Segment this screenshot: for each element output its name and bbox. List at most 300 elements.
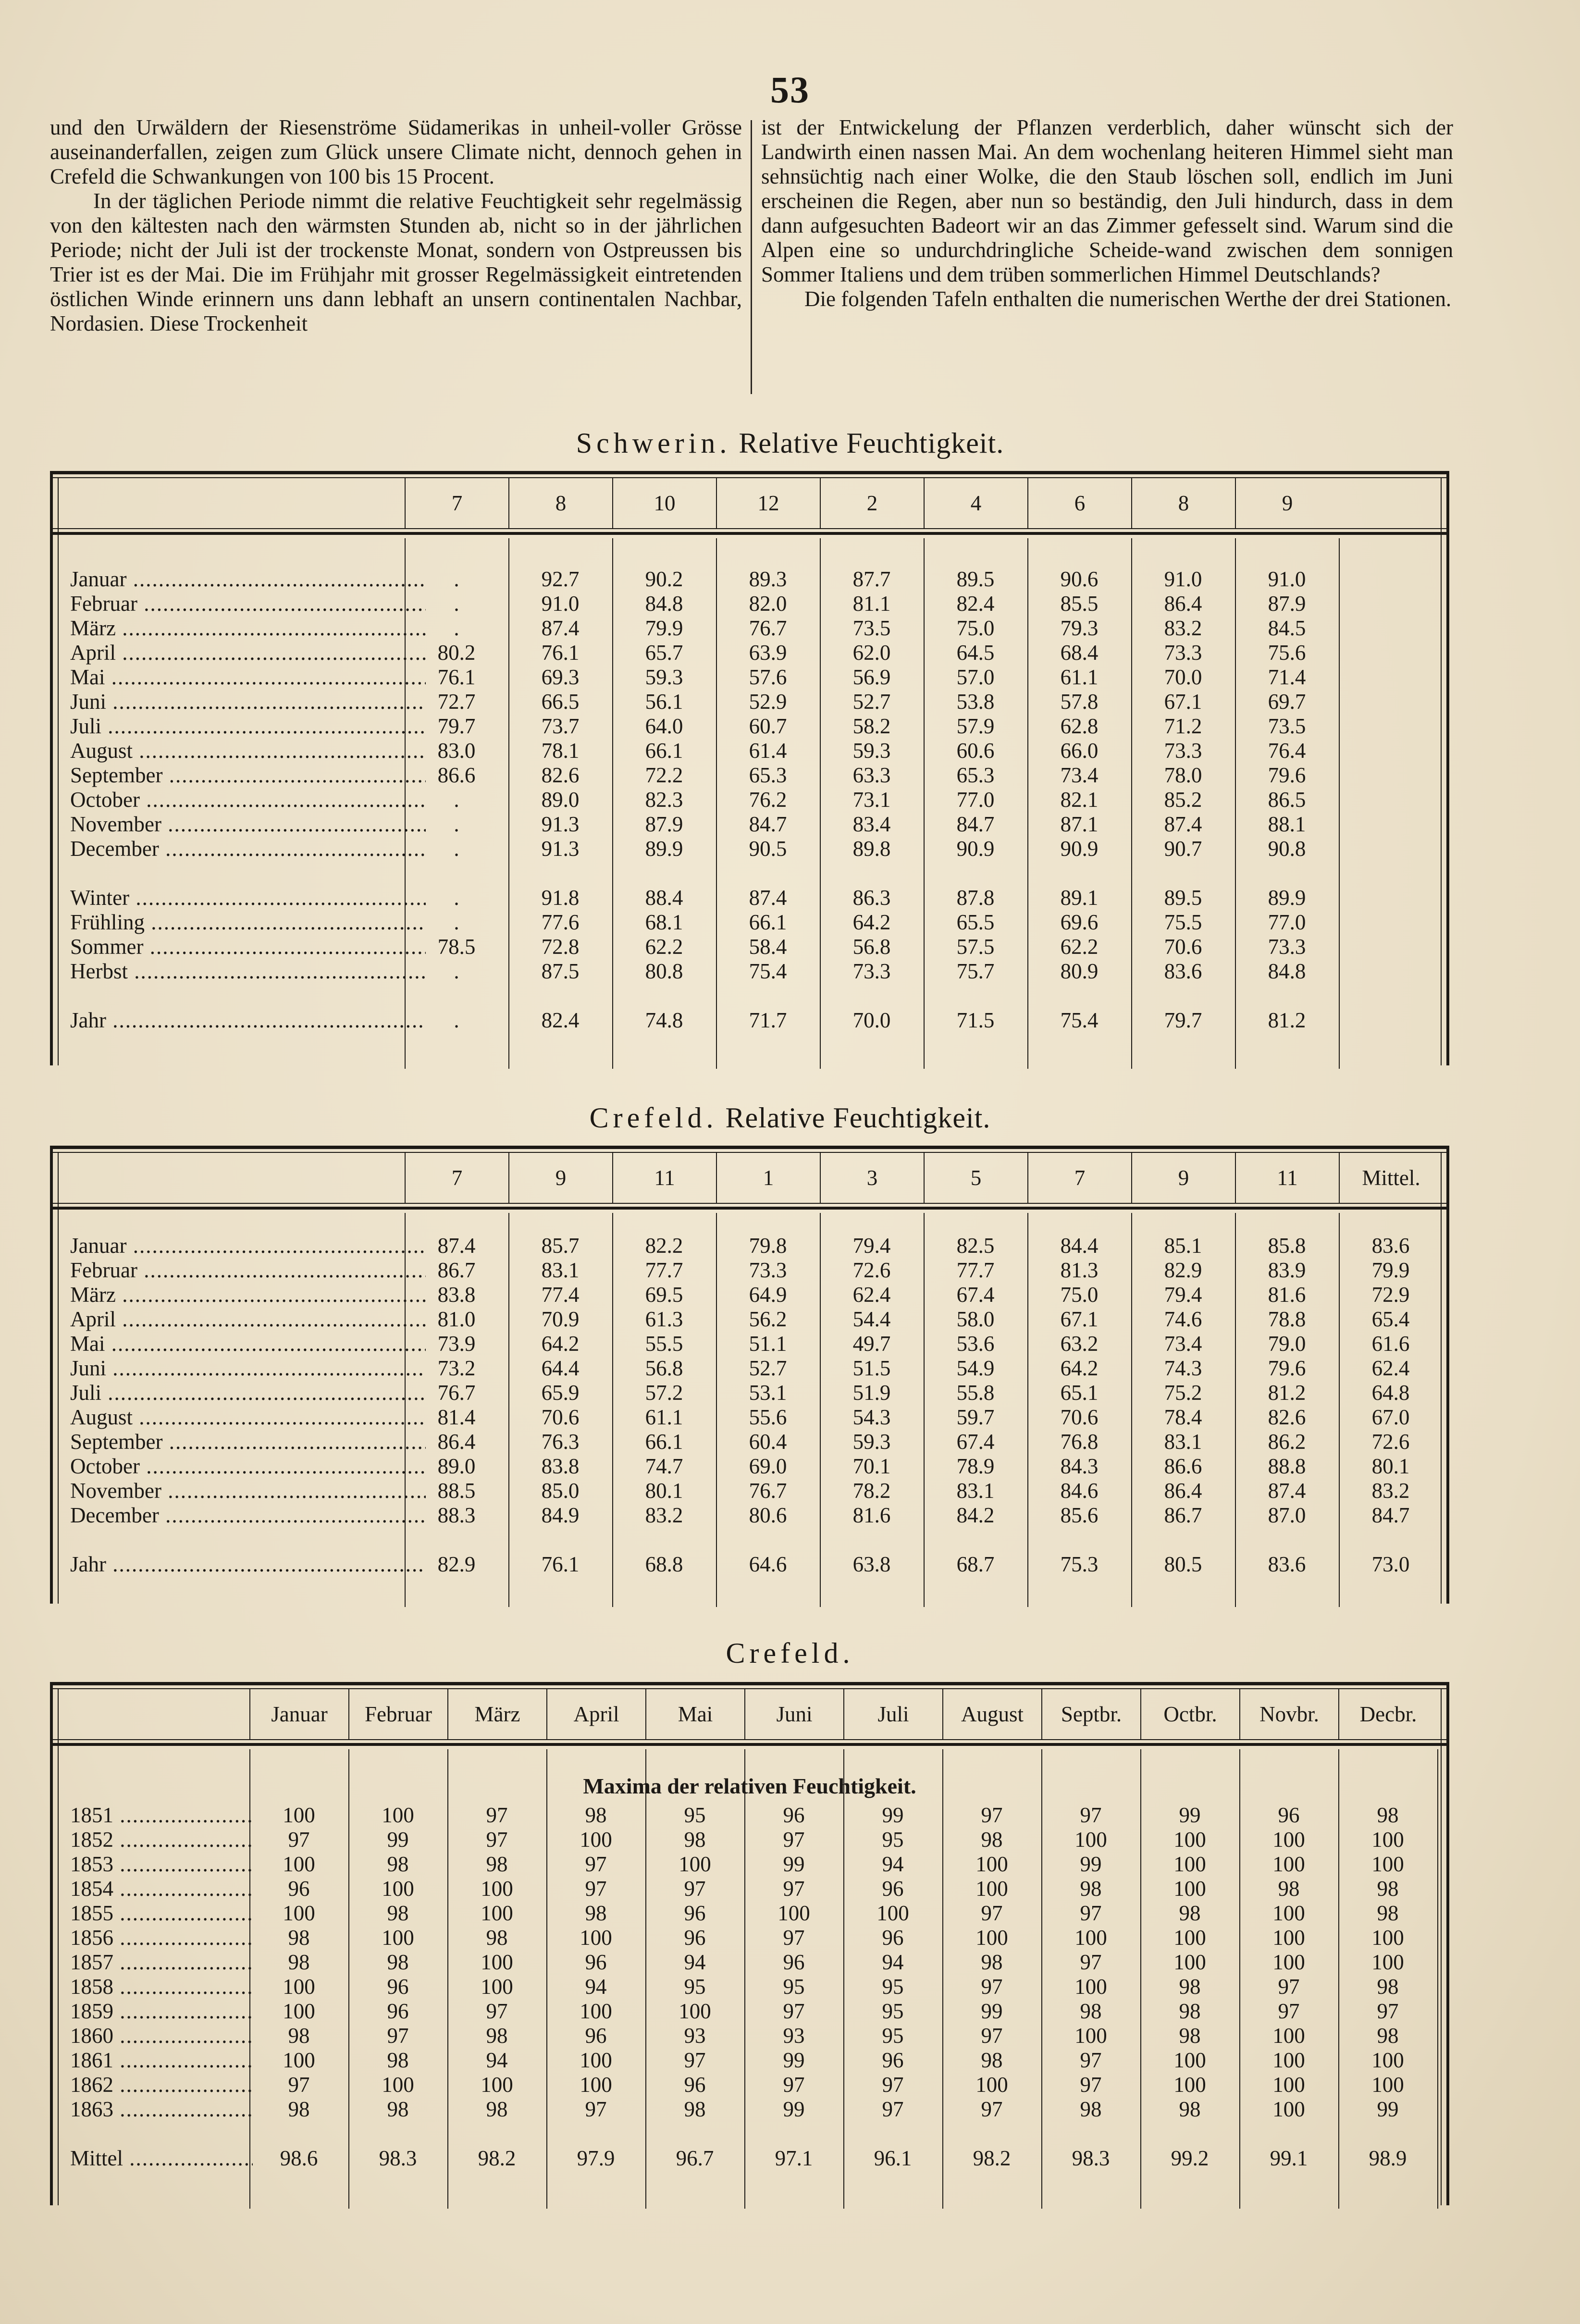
table-cell: 90.7 xyxy=(1164,837,1202,861)
table-row xyxy=(53,739,1446,763)
row-label: 1863 ..... xyxy=(70,2097,253,2122)
table-cell: 98 xyxy=(486,2024,508,2048)
table-row xyxy=(53,1975,1446,1999)
table-cell: 98 xyxy=(486,1926,508,1950)
column-header: 10 xyxy=(612,478,716,528)
table-cell: 98.3 xyxy=(1072,2146,1110,2170)
table-cell: 98 xyxy=(387,1852,409,1876)
table-cell: 80.1 xyxy=(645,1479,683,1503)
table-cell: 84.2 xyxy=(956,1503,995,1527)
row-label: 1859 ..... xyxy=(70,1999,253,2024)
table-cell: 73.3 xyxy=(749,1258,787,1282)
table-cell: 64.9 xyxy=(749,1283,787,1307)
table-cell: 72.6 xyxy=(852,1258,891,1282)
table-cell: 98 xyxy=(1377,1803,1399,1827)
table-cell: 100 xyxy=(580,2073,612,2097)
table-cell: 90.6 xyxy=(1060,567,1099,591)
table-cell: 80.6 xyxy=(749,1503,787,1527)
table-cell: 100 xyxy=(481,1901,513,1925)
table-cell: 70.1 xyxy=(852,1454,891,1478)
column-header: Februar xyxy=(348,1689,447,1739)
table-cell: 78.4 xyxy=(1164,1405,1202,1429)
table-cell: 97 xyxy=(1080,2073,1102,2097)
table-title-subject: Relative Feuchtigkeit. xyxy=(739,427,1004,459)
column-header: März xyxy=(447,1689,546,1739)
table-cell: 77.0 xyxy=(1268,910,1306,934)
table-cell: 75.5 xyxy=(1164,910,1202,934)
table-cell: 82.0 xyxy=(749,592,787,616)
row-label: Juli ..... xyxy=(70,714,426,739)
table-row xyxy=(53,1381,1446,1405)
table-cell: 61.4 xyxy=(749,739,787,763)
table-row xyxy=(53,812,1446,837)
table-row xyxy=(53,2073,1446,2097)
column-header: Januar xyxy=(249,1689,348,1739)
table-cell: 62.4 xyxy=(852,1283,891,1307)
row-label: October ..... xyxy=(70,788,426,812)
row-label: Januar ..... xyxy=(70,567,426,592)
table-cell: 76.3 xyxy=(541,1430,580,1454)
table-row xyxy=(53,886,1446,910)
table-cell: 96.7 xyxy=(676,2146,714,2170)
row-label: Sommer ..... xyxy=(70,935,426,959)
row-label: 1855 ..... xyxy=(70,1901,253,1926)
table-cell: 79.6 xyxy=(1268,1356,1306,1380)
table-cell: . xyxy=(454,592,459,616)
row-label: 1854 ..... xyxy=(70,1877,253,1901)
table-cell: 90.8 xyxy=(1268,837,1306,861)
table-cell: 100 xyxy=(1272,1950,1305,1974)
table-cell: 66.1 xyxy=(645,739,683,763)
table-cell: 73.5 xyxy=(852,616,891,640)
table-cell: 98 xyxy=(1377,1877,1399,1901)
table-cell: 73.2 xyxy=(437,1356,476,1380)
text-column-right xyxy=(761,115,1453,311)
table-cell: 98 xyxy=(684,2097,706,2121)
table-cell: 70.6 xyxy=(541,1405,580,1429)
table-cell: 99 xyxy=(1377,2097,1399,2121)
table-cell: 100 xyxy=(1074,1926,1107,1950)
table-cell: 88.3 xyxy=(437,1503,476,1527)
table-cell: 87.1 xyxy=(1060,812,1099,836)
table-cell: 77.0 xyxy=(956,788,995,812)
table-cell: 97 xyxy=(1080,2048,1102,2072)
table-cell: 73.5 xyxy=(1268,714,1306,738)
table-cell: 81.2 xyxy=(1268,1381,1306,1405)
table-cell: 84.6 xyxy=(1060,1479,1099,1503)
table-row xyxy=(53,763,1446,788)
table-cell: 98 xyxy=(1080,1877,1102,1901)
table-title-station: Crefeld. xyxy=(726,1637,854,1669)
column-header: 9 xyxy=(1131,1153,1235,1203)
table-cell: 84.8 xyxy=(1268,959,1306,983)
table-cell: 96 xyxy=(387,1999,409,2023)
table-cell: 96 xyxy=(585,1950,607,1974)
table-cell: 99 xyxy=(1080,1852,1102,1876)
row-label: 1858 ..... xyxy=(70,1975,253,1999)
table-cell: 86.5 xyxy=(1268,788,1306,812)
table-cell: 91.0 xyxy=(541,592,580,616)
table-cell: 78.0 xyxy=(1164,763,1202,787)
table-cell: 97.1 xyxy=(775,2146,813,2170)
table-cell: 71.7 xyxy=(749,1008,787,1032)
row-label: Juni ..... xyxy=(70,1356,426,1381)
table-cell: 96 xyxy=(882,2048,904,2072)
table-cell: 98 xyxy=(684,1828,706,1852)
row-label: Mai ..... xyxy=(70,1332,426,1356)
table-cell: 86.3 xyxy=(852,886,891,910)
table-cell: 97 xyxy=(981,1901,1003,1925)
table-row xyxy=(53,1307,1446,1332)
table-cell: 75.4 xyxy=(1060,1008,1099,1032)
table-title-schwerin xyxy=(0,427,1580,460)
table-cell: 74.3 xyxy=(1164,1356,1202,1380)
row-label: Januar ..... xyxy=(70,1234,426,1258)
column-header: 11 xyxy=(1235,1153,1339,1203)
table-cell: 98 xyxy=(1377,1975,1399,1999)
table-cell: 53.6 xyxy=(956,1332,995,1356)
row-label: September ..... xyxy=(70,1430,426,1454)
table-cell: 64.4 xyxy=(541,1356,580,1380)
paragraph: ist der Entwickelung der Pflanzen verderblich, daher wünscht sich der Landwirth einen nassen Mai. An dem wochenlang heiteren Himmel sieht man sehnsüchtig nach einer Wolke, die den Staub löschen soll, endlich im Juni erscheinen die Regen, aber nun so beständig, den Juli hindurch, dass in dem dann aufgesuchten Badeort wir an das Zimmer gefesselt sind. Warum sind die Alpen eine so undurchdringliche Scheide-wand zwischen dem sonnigen Sommer Italiens und dem trüben sommerlichen Himmel Deutschlands? xyxy=(761,115,1453,286)
table-cell: 83.2 xyxy=(1371,1479,1410,1503)
table-cell: 96 xyxy=(684,1926,706,1950)
row-label: Winter ..... xyxy=(70,886,426,910)
table-cell: 99 xyxy=(1179,1803,1201,1827)
table-cell: 89.3 xyxy=(749,567,787,591)
table-cell: 82.2 xyxy=(645,1234,683,1258)
table-cell: 74.7 xyxy=(645,1454,683,1478)
table-cell: 94 xyxy=(684,1950,706,1974)
table-cell: 51.1 xyxy=(749,1332,787,1356)
table-cell: 100 xyxy=(1272,1926,1305,1950)
table-cell: . xyxy=(454,1008,459,1032)
table-cell: 75.0 xyxy=(1060,1283,1099,1307)
table-cell: 74.8 xyxy=(645,1008,683,1032)
table-cell: 80.9 xyxy=(1060,959,1099,983)
table-cell: 73.4 xyxy=(1060,763,1099,787)
table-cell: 67.0 xyxy=(1371,1405,1410,1429)
table-cell: 87.8 xyxy=(956,886,995,910)
table-cell: 57.2 xyxy=(645,1381,683,1405)
table-cell: 72.8 xyxy=(541,935,580,959)
table-cell: 96 xyxy=(882,1877,904,1901)
table-cell: 72.9 xyxy=(1371,1283,1410,1307)
table-cell: 76.7 xyxy=(749,1479,787,1503)
table-cell: 100 xyxy=(382,1877,414,1901)
table-cell: 100 xyxy=(975,1852,1008,1876)
table-title-subject: Relative Feuchtigkeit. xyxy=(725,1102,991,1134)
table-schwerin-humidity xyxy=(50,471,1449,1065)
table-cell: 97 xyxy=(783,1999,805,2023)
table-cell: 100 xyxy=(283,1901,315,1925)
table-cell: 97 xyxy=(486,1828,508,1852)
column-header: 7 xyxy=(405,1153,508,1203)
table-cell: 54.3 xyxy=(852,1405,891,1429)
table-cell: 97 xyxy=(1080,1803,1102,1827)
table-section-title: Maxima der relativen Feuchtigkeit. xyxy=(583,1774,916,1798)
table-cell: 82.6 xyxy=(541,763,580,787)
table-cell: 81.1 xyxy=(852,592,891,616)
table-cell: 77.6 xyxy=(541,910,580,934)
table-cell: 73.1 xyxy=(852,788,891,812)
table-cell: 61.3 xyxy=(645,1307,683,1331)
table-cell: 71.2 xyxy=(1164,714,1202,738)
table-cell: 59.3 xyxy=(852,1430,891,1454)
table-cell: 81.3 xyxy=(1060,1258,1099,1282)
row-label: October ..... xyxy=(70,1454,426,1479)
table-cell: 88.8 xyxy=(1268,1454,1306,1478)
table-row xyxy=(53,959,1446,984)
table-cell: 76.1 xyxy=(437,665,476,689)
table-cell: 76.7 xyxy=(437,1381,476,1405)
table-cell: 98 xyxy=(288,2097,310,2121)
row-label: 1856 ..... xyxy=(70,1926,253,1950)
table-cell: 67.4 xyxy=(956,1283,995,1307)
table-cell: 99.1 xyxy=(1270,2146,1308,2170)
table-cell: 82.1 xyxy=(1060,788,1099,812)
table-cell: 78.9 xyxy=(956,1454,995,1478)
table-cell: 90.9 xyxy=(956,837,995,861)
table-cell: 86.6 xyxy=(437,763,476,787)
table-cell: 97.9 xyxy=(577,2146,615,2170)
table-cell: 56.8 xyxy=(852,935,891,959)
table-cell: 100 xyxy=(1272,1901,1305,1925)
table-cell: 89.8 xyxy=(852,837,891,861)
table-cell: 100 xyxy=(580,1828,612,1852)
row-label: März ..... xyxy=(70,1283,426,1307)
table-cell: 100 xyxy=(1173,1828,1206,1852)
table-cell: . xyxy=(454,567,459,591)
table-cell: 98 xyxy=(1080,1999,1102,2023)
table-title-crefeld-maxima xyxy=(0,1637,1580,1670)
table-row xyxy=(53,2024,1446,2048)
table-cell: 54.9 xyxy=(956,1356,995,1380)
table-cell: 100 xyxy=(1074,1828,1107,1852)
table-cell: 58.0 xyxy=(956,1307,995,1331)
table-cell: 100 xyxy=(1173,2048,1206,2072)
table-cell: 97 xyxy=(882,2073,904,2097)
column-header: April xyxy=(546,1689,645,1739)
row-label: November ..... xyxy=(70,812,426,837)
table-cell: 100 xyxy=(1371,1852,1404,1876)
table-cell: 90.5 xyxy=(749,837,787,861)
table-cell: 98 xyxy=(387,2048,409,2072)
table-cell: 57.0 xyxy=(956,665,995,689)
table-row xyxy=(53,1234,1446,1258)
table-cell: 86.7 xyxy=(437,1258,476,1282)
table-cell: 100 xyxy=(1272,2024,1305,2048)
row-label: Frühling ..... xyxy=(70,910,426,935)
table-cell: . xyxy=(454,812,459,836)
table-cell: 100 xyxy=(1074,2024,1107,2048)
table-cell: 71.5 xyxy=(956,1008,995,1032)
table-cell: 100 xyxy=(580,1926,612,1950)
table-cell: 95 xyxy=(882,1999,904,2023)
row-label: 1852 ..... xyxy=(70,1828,253,1852)
table-row xyxy=(53,935,1446,959)
table-cell: 87.4 xyxy=(1164,812,1202,836)
table-cell: 96 xyxy=(288,1877,310,1901)
table-cell: 99 xyxy=(783,2048,805,2072)
table-row xyxy=(53,910,1446,935)
table-cell: 98.9 xyxy=(1369,2146,1407,2170)
table-cell: 98 xyxy=(1278,1877,1300,1901)
table-cell: 89.0 xyxy=(541,788,580,812)
table-cell: 79.4 xyxy=(1164,1283,1202,1307)
table-row xyxy=(53,690,1446,714)
table-cell: 60.6 xyxy=(956,739,995,763)
row-label: 1853 ..... xyxy=(70,1852,253,1877)
table-cell: 73.3 xyxy=(852,959,891,983)
table-cell: 73.3 xyxy=(1164,641,1202,665)
row-label: August ..... xyxy=(70,1405,426,1430)
table-cell: 60.7 xyxy=(749,714,787,738)
table-cell: 77.7 xyxy=(645,1258,683,1282)
table-cell: 70.0 xyxy=(1164,665,1202,689)
table-cell: 83.9 xyxy=(1268,1258,1306,1282)
table-title-crefeld-hourly xyxy=(0,1101,1580,1135)
table-cell: 67.1 xyxy=(1164,690,1202,714)
table-cell: 97 xyxy=(684,2048,706,2072)
table-cell: 80.2 xyxy=(437,641,476,665)
table-cell: 61.1 xyxy=(1060,665,1099,689)
table-cell: 76.1 xyxy=(541,1552,580,1576)
table-cell: 73.0 xyxy=(1371,1552,1410,1576)
table-cell: 98 xyxy=(1179,2097,1201,2121)
table-cell: 100 xyxy=(382,2073,414,2097)
table-cell: 73.3 xyxy=(1164,739,1202,763)
table-cell: 100 xyxy=(382,1926,414,1950)
table-cell: 84.7 xyxy=(1371,1503,1410,1527)
table-cell: 98.6 xyxy=(280,2146,318,2170)
row-label: Februar ..... xyxy=(70,592,426,616)
table-cell: 96 xyxy=(1278,1803,1300,1827)
table-cell: 76.2 xyxy=(749,788,787,812)
table-cell: 100 xyxy=(1173,2073,1206,2097)
table-cell: 82.3 xyxy=(645,788,683,812)
table-cell: 96.1 xyxy=(874,2146,912,2170)
table-cell: 76.7 xyxy=(749,616,787,640)
column-header: Mai xyxy=(645,1689,744,1739)
table-cell: 58.4 xyxy=(749,935,787,959)
table-cell: 93 xyxy=(684,2024,706,2048)
table-row xyxy=(53,1999,1446,2024)
paragraph: In der täglichen Periode nimmt die relative Feuchtigkeit sehr regelmässig von den kältesten nach den wärmsten Stunden ab, nicht so in der jährlichen Periode; nicht der Juli ist der trockenste Monat, sondern von Ostpreussen bis Trier ist es der Mai. Die im Frühjahr mit grosser Regelmässigkeit eintretenden östlichen Winde erinnern uns dann lebhaft an unsern continentalen Nachbar, Nordasien. Diese Trockenheit xyxy=(50,189,742,335)
table-cell: 70.9 xyxy=(541,1307,580,1331)
table-cell: 66.5 xyxy=(541,690,580,714)
table-cell: 100 xyxy=(1173,1877,1206,1901)
table-row xyxy=(53,592,1446,616)
table-cell: 100 xyxy=(1371,2048,1404,2072)
table-cell: 64.2 xyxy=(852,910,891,934)
table-cell: 86.4 xyxy=(437,1430,476,1454)
table-cell: 100 xyxy=(382,1803,414,1827)
table-cell: 67.1 xyxy=(1060,1307,1099,1331)
table-cell: 89.5 xyxy=(956,567,995,591)
table-cell: 77.7 xyxy=(956,1258,995,1282)
table-cell: 86.2 xyxy=(1268,1430,1306,1454)
table-cell: 63.8 xyxy=(852,1552,891,1576)
table-cell: 84.3 xyxy=(1060,1454,1099,1478)
table-cell: 97 xyxy=(1278,1975,1300,1999)
table-cell: 100 xyxy=(1371,1828,1404,1852)
table-row xyxy=(53,1950,1446,1975)
table-cell: . xyxy=(454,910,459,934)
table-cell: 98 xyxy=(387,1950,409,1974)
table-cell: 85.1 xyxy=(1164,1234,1202,1258)
table-cell: 99 xyxy=(783,1852,805,1876)
row-label: Juni ..... xyxy=(70,690,426,714)
table-cell: 100 xyxy=(1272,2097,1305,2121)
table-cell: 57.5 xyxy=(956,935,995,959)
table-cell: 84.7 xyxy=(956,812,995,836)
row-label: August ..... xyxy=(70,739,426,763)
table-title-station: Schwerin. xyxy=(576,427,731,459)
table-cell: 83.1 xyxy=(541,1258,580,1282)
column-header: 6 xyxy=(1027,478,1131,528)
table-cell: 97 xyxy=(783,2073,805,2097)
table-cell: 100 xyxy=(679,1852,711,1876)
table-cell: 81.0 xyxy=(437,1307,476,1331)
table-cell: 100 xyxy=(1173,1950,1206,1974)
table-cell: 82.4 xyxy=(541,1008,580,1032)
table-cell: 64.2 xyxy=(1060,1356,1099,1380)
column-header: Octbr. xyxy=(1140,1689,1239,1739)
table-cell: 88.5 xyxy=(437,1479,476,1503)
table-cell: 97 xyxy=(783,1877,805,1901)
table-cell: 65.7 xyxy=(645,641,683,665)
table-cell: 83.1 xyxy=(956,1479,995,1503)
table-cell: 57.6 xyxy=(749,665,787,689)
table-cell: 75.4 xyxy=(749,959,787,983)
table-cell: 97 xyxy=(585,2097,607,2121)
row-label: December ..... xyxy=(70,837,426,861)
table-cell: 96 xyxy=(783,1950,805,1974)
table-cell: 81.6 xyxy=(1268,1283,1306,1307)
table-cell: 92.7 xyxy=(541,567,580,591)
table-cell: 71.4 xyxy=(1268,665,1306,689)
column-header: 9 xyxy=(1235,478,1339,528)
table-cell: 97 xyxy=(1278,1999,1300,2023)
table-cell: 79.7 xyxy=(1164,1008,1202,1032)
table-cell: 56.2 xyxy=(749,1307,787,1331)
table-cell: 70.6 xyxy=(1164,935,1202,959)
table-cell: 87.7 xyxy=(852,567,891,591)
table-cell: 100 xyxy=(1272,1828,1305,1852)
column-header: 5 xyxy=(924,1153,1027,1203)
table-cell: 98 xyxy=(1080,2097,1102,2121)
table-cell: 84.7 xyxy=(749,812,787,836)
table-cell: 59.3 xyxy=(852,739,891,763)
table-cell: 94 xyxy=(486,2048,508,2072)
table-cell: 79.9 xyxy=(1371,1258,1410,1282)
table-cell: 100 xyxy=(481,1975,513,1999)
text-column-left xyxy=(50,115,742,336)
table-cell: 61.6 xyxy=(1371,1332,1410,1356)
table-cell: 68.8 xyxy=(645,1552,683,1576)
table-row xyxy=(53,616,1446,641)
table-cell: 100 xyxy=(1173,1926,1206,1950)
table-cell: 98.3 xyxy=(379,2146,417,2170)
table-cell: 87.5 xyxy=(541,959,580,983)
table-cell: 100 xyxy=(1272,2073,1305,2097)
table-cell: 91.3 xyxy=(541,812,580,836)
table-cell: 51.9 xyxy=(852,1381,891,1405)
table-cell: 94 xyxy=(882,1950,904,1974)
table-cell: 83.2 xyxy=(645,1503,683,1527)
table-cell: 84.8 xyxy=(645,592,683,616)
